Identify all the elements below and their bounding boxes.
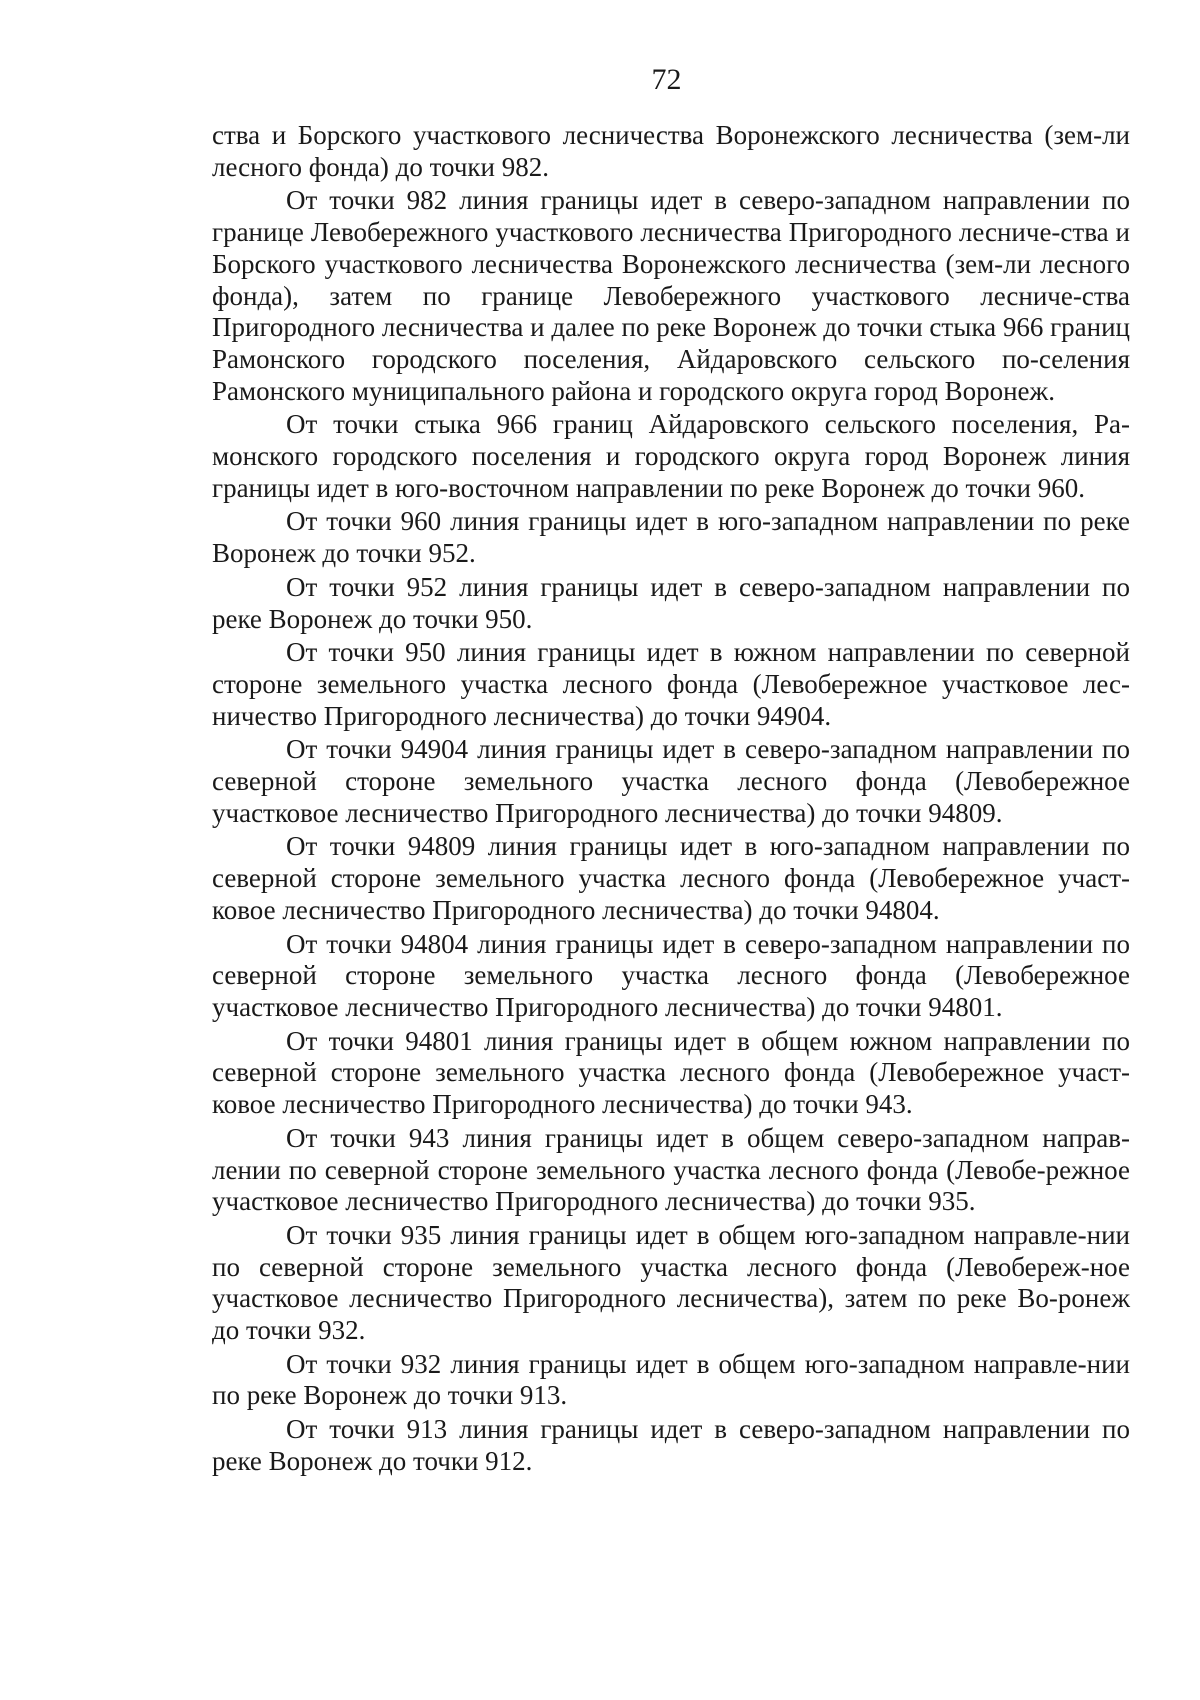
paragraph: От точки 950 линия границы идет в южном направлении по северной стороне земельного участка лесного фонда (Левобережное участковое лес-ничество Пригородного лесничества) до точки 94904. [212, 637, 1130, 731]
paragraph: От точки 943 линия границы идет в общем северо-западном направ-лении по северной стороне земельного участка лесного фонда (Левобе-режное участковое лесничество Пригородного лесничества) до точки 935. [212, 1122, 1130, 1217]
paragraph: От точки 94804 линия границы идет в северо-западном направлении по северной стороне земельного участка лесного фонда (Левобережное участковое лесничество Пригородного лесничества) до точки 94801. [212, 928, 1130, 1022]
paragraph: От точки 932 линия границы идет в общем юго-западном направле-нии по реке Воронеж до точки 913. [212, 1348, 1130, 1411]
paragraph: От точки стыка 966 границ Айдаровского сельского поселения, Ра-монского городского поселения и городского округа город Воронеж линия границы идет в юго-восточном направлении по реке Воронеж до точки 960. [212, 409, 1130, 503]
page-number: 72 [651, 63, 682, 96]
paragraph: От точки 952 линия границы идет в северо-западном направлении по реке Воронеж до точки 950. [212, 571, 1130, 634]
document-body [212, 120, 1130, 1480]
paragraph: От точки 982 линия границы идет в северо-западном направлении по границе Левобережного участкового лесничества Пригородного лесниче-ства и Борского участкового лесничества Воронежского лесничества (зем-ли лесного фонда), затем по границе Левобережного участкового лесниче-ства Пригородного лесничества и далее по реке Воронеж до точки стыка 966 границ Рамонского городского поселения, Айдаровского сельского по-селения Рамонского муниципального района и городского округа город Воронеж. [212, 185, 1130, 406]
paragraph: От точки 94904 линия границы идет в северо-западном направлении по северной стороне земельного участка лесного фонда (Левобережное участковое лесничество Пригородного лесничества) до точки 94809. [212, 734, 1130, 828]
paragraph: ства и Борского участкового лесничества Воронежского лесничества (зем-ли лесного фонда) до точки 982. [212, 120, 1130, 182]
paragraph: От точки 913 линия границы идет в северо-западном направлении по реке Воронеж до точки 912. [212, 1414, 1130, 1476]
paragraph: От точки 94801 линия границы идет в общем южном направлении по северной стороне земельного участка лесного фонда (Левобережное участ-ковое лесничество Пригородного лесничества) до точки 943. [212, 1025, 1130, 1120]
paragraph: От точки 94809 линия границы идет в юго-западном направлении по северной стороне земельного участка лесного фонда (Левобережное участ-ковое лесничество Пригородного лесничества) до точки 94804. [212, 831, 1130, 925]
paragraph: От точки 935 линия границы идет в общем юго-западном направле-нии по северной стороне земельного участка лесного фонда (Левобереж-ное участковое лесничество Пригородного лесничества), затем по реке Во-ронеж до точки 932. [212, 1219, 1130, 1346]
paragraph: От точки 960 линия границы идет в юго-западном направлении по реке Воронеж до точки 952. [212, 506, 1130, 569]
